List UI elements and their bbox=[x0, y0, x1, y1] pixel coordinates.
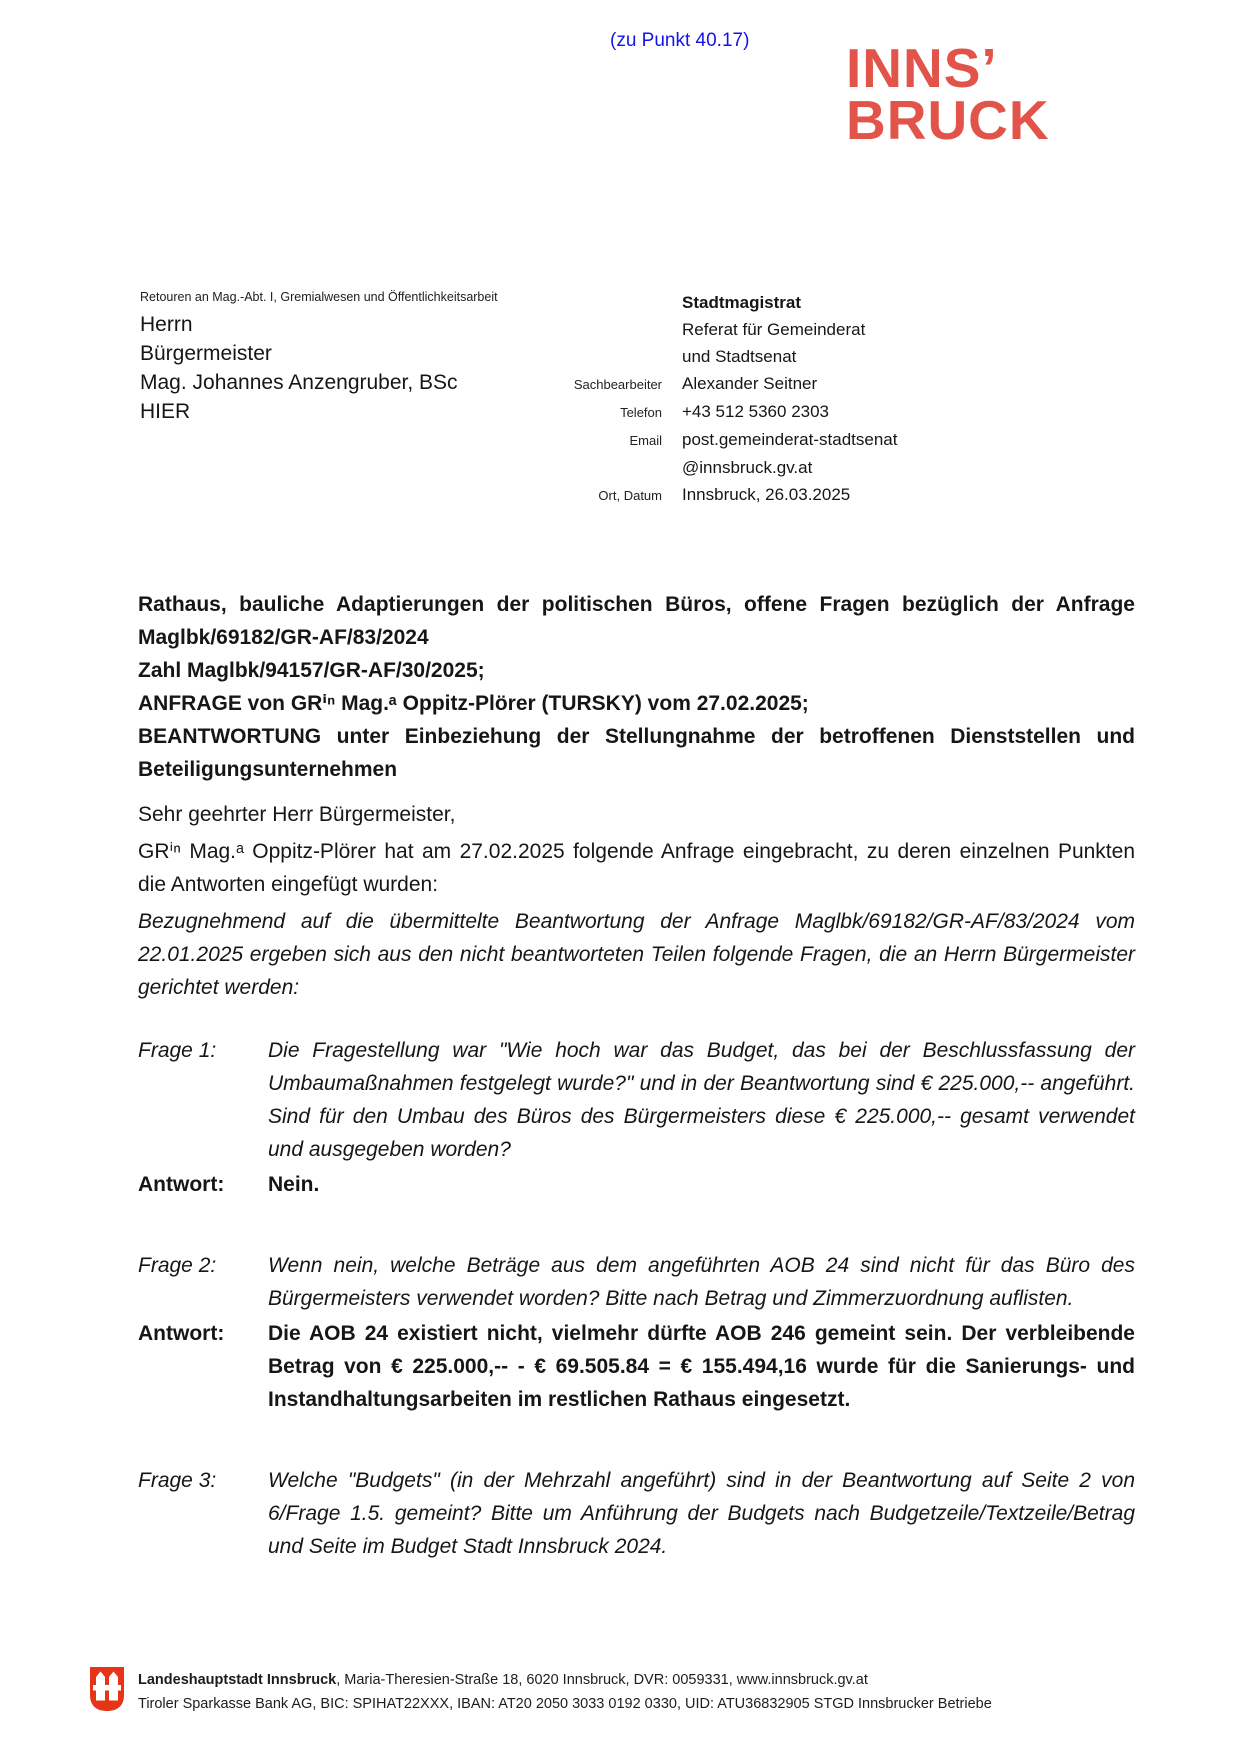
recipient-address-block bbox=[140, 288, 498, 426]
contact-value: Stadtmagistrat bbox=[682, 293, 802, 312]
contact-value: Alexander Seitner bbox=[682, 374, 818, 393]
contact-row bbox=[500, 343, 1120, 370]
subject-line: Rathaus, bauliche Adaptierungen der politischen Büros, offene Fragen bezüglich der Anfrage Maglbk/69182/GR-AF/83/2024 bbox=[138, 593, 1135, 649]
recipient-line: Mag. Johannes Anzengruber, BSc bbox=[140, 371, 458, 394]
question-2 bbox=[138, 1249, 1135, 1315]
contact-label: Email bbox=[629, 433, 662, 448]
footer-line-org bbox=[138, 1668, 1198, 1692]
contact-row bbox=[500, 316, 1120, 343]
sender-contact-block bbox=[500, 289, 1120, 509]
reference-paragraph: Bezugnehmend auf die übermittelte Beantwortung der Anfrage Maglbk/69182/GR-AF/83/2024 vom 22.01.2025 ergeben sich aus den nicht beantworteten Teilen folgende Fragen, die an Herrn Bürgermeister gerichtet werden: bbox=[138, 910, 1135, 999]
question-text: Die Fragestellung war "Wie hoch war das Budget, das bei der Beschlussfassung der Umbaumaßnahmen festgelegt wurde?" und in der Beantwortung sind € 225.000,-- angeführt. Sind für den Umbau des Büros des Bürgermeisters diese € 225.000,-- gesamt verwendet und ausgegeben worden? bbox=[268, 1039, 1135, 1161]
logo-line-1: INNS’ bbox=[846, 37, 998, 99]
contact-value: @innsbruck.gv.at bbox=[682, 458, 813, 477]
innsbruck-logo bbox=[846, 37, 1050, 151]
question-1 bbox=[138, 1034, 1135, 1166]
footer bbox=[138, 1668, 1198, 1716]
question-label: Frage 1: bbox=[138, 1039, 217, 1062]
contact-row-telefon bbox=[500, 398, 1120, 426]
recipient-line: Herrn bbox=[140, 313, 193, 336]
subject-line: Zahl Maglbk/94157/GR-AF/30/2025; bbox=[138, 659, 485, 682]
recipient-line: Bürgermeister bbox=[140, 342, 272, 365]
contact-row bbox=[500, 289, 1120, 316]
contact-label: Telefon bbox=[620, 405, 662, 420]
contact-value: Innsbruck, 26.03.2025 bbox=[682, 485, 851, 504]
contact-value: und Stadtsenat bbox=[682, 347, 797, 366]
contact-row bbox=[500, 454, 1120, 481]
contact-row-email bbox=[500, 426, 1120, 454]
footer-org-name: Landeshauptstadt Innsbruck bbox=[138, 1672, 337, 1688]
question-text: Welche "Budgets" (in der Mehrzahl angeführt) sind in der Beantwortung auf Seite 2 von 6/Frage 1.5. gemeint? Bitte um Anführung der Budgets nach Budgetzeile/Textzeile/Betrag und Seite im Budget Stadt Innsbruck 2024. bbox=[268, 1469, 1135, 1558]
answer-label: Antwort: bbox=[138, 1173, 225, 1196]
answer-1 bbox=[138, 1168, 1135, 1201]
contact-value: +43 512 5360 2303 bbox=[682, 402, 830, 421]
footer-line-bank: Tiroler Sparkasse Bank AG, BIC: SPIHAT22XXX, IBAN: AT20 2050 3033 0192 0330, UID: ATU36832905 STGD Innsbrucker Betriebe bbox=[138, 1696, 992, 1712]
answer-label: Antwort: bbox=[138, 1322, 225, 1345]
subject-line: ANFRAGE von GRⁱⁿ Mag.ᵃ Oppitz-Plörer (TURSKY) vom 27.02.2025; bbox=[138, 692, 809, 715]
return-address-note: Retouren an Mag.-Abt. I, Gremialwesen und Öffentlichkeitsarbeit bbox=[140, 290, 498, 304]
question-label: Frage 2: bbox=[138, 1254, 217, 1277]
question-3 bbox=[138, 1464, 1135, 1563]
answer-text: Die AOB 24 existiert nicht, vielmehr dürfte AOB 246 gemeint sein. Der verbleibende Betrag von € 225.000,-- - € 69.505.84 = € 155.494,16 wurde für die Sanierungs- und Instandhaltungsarbeiten im restlichen Rathaus eingesetzt. bbox=[268, 1322, 1135, 1411]
innsbruck-coat-of-arms-icon bbox=[88, 1666, 126, 1712]
contact-value: Referat für Gemeinderat bbox=[682, 320, 866, 339]
recipient-line: HIER bbox=[140, 400, 191, 423]
contact-row-sachbearbeiter bbox=[500, 370, 1120, 398]
greeting: Sehr geehrter Herr Bürgermeister, bbox=[138, 803, 456, 826]
contact-label: Sachbearbeiter bbox=[573, 377, 662, 392]
subject-line: BEANTWORTUNG unter Einbeziehung der Stellungnahme der betroffenen Dienststellen und Beteiligungsunternehmen bbox=[138, 725, 1135, 781]
logo-line-2: BRUCK bbox=[846, 89, 1050, 151]
agenda-reference: (zu Punkt 40.17) bbox=[610, 30, 750, 51]
contact-label: Ort, Datum bbox=[598, 488, 662, 503]
contact-row-ort-datum bbox=[500, 481, 1120, 509]
question-label: Frage 3: bbox=[138, 1469, 217, 1492]
letter-body bbox=[138, 588, 1135, 1563]
subject-block bbox=[138, 588, 1135, 786]
contact-value: post.gemeinderat-stadtsenat bbox=[682, 430, 898, 449]
answer-text: Nein. bbox=[268, 1173, 320, 1196]
intro-paragraph: GRⁱⁿ Mag.ᵃ Oppitz-Plörer hat am 27.02.2025 folgende Anfrage eingebracht, zu deren einzelnen Punkten die Antworten eingefügt wurden: bbox=[138, 840, 1135, 896]
answer-2 bbox=[138, 1317, 1135, 1416]
question-text: Wenn nein, welche Beträge aus dem angeführten AOB 24 sind nicht für das Büro des Bürgermeisters verwendet worden? Bitte nach Betrag und Zimmerzuordnung auflisten. bbox=[268, 1254, 1135, 1310]
footer-org-rest: , Maria-Theresien-Straße 18, 6020 Innsbruck, DVR: 0059331, www.innsbruck.gv.at bbox=[336, 1672, 868, 1688]
